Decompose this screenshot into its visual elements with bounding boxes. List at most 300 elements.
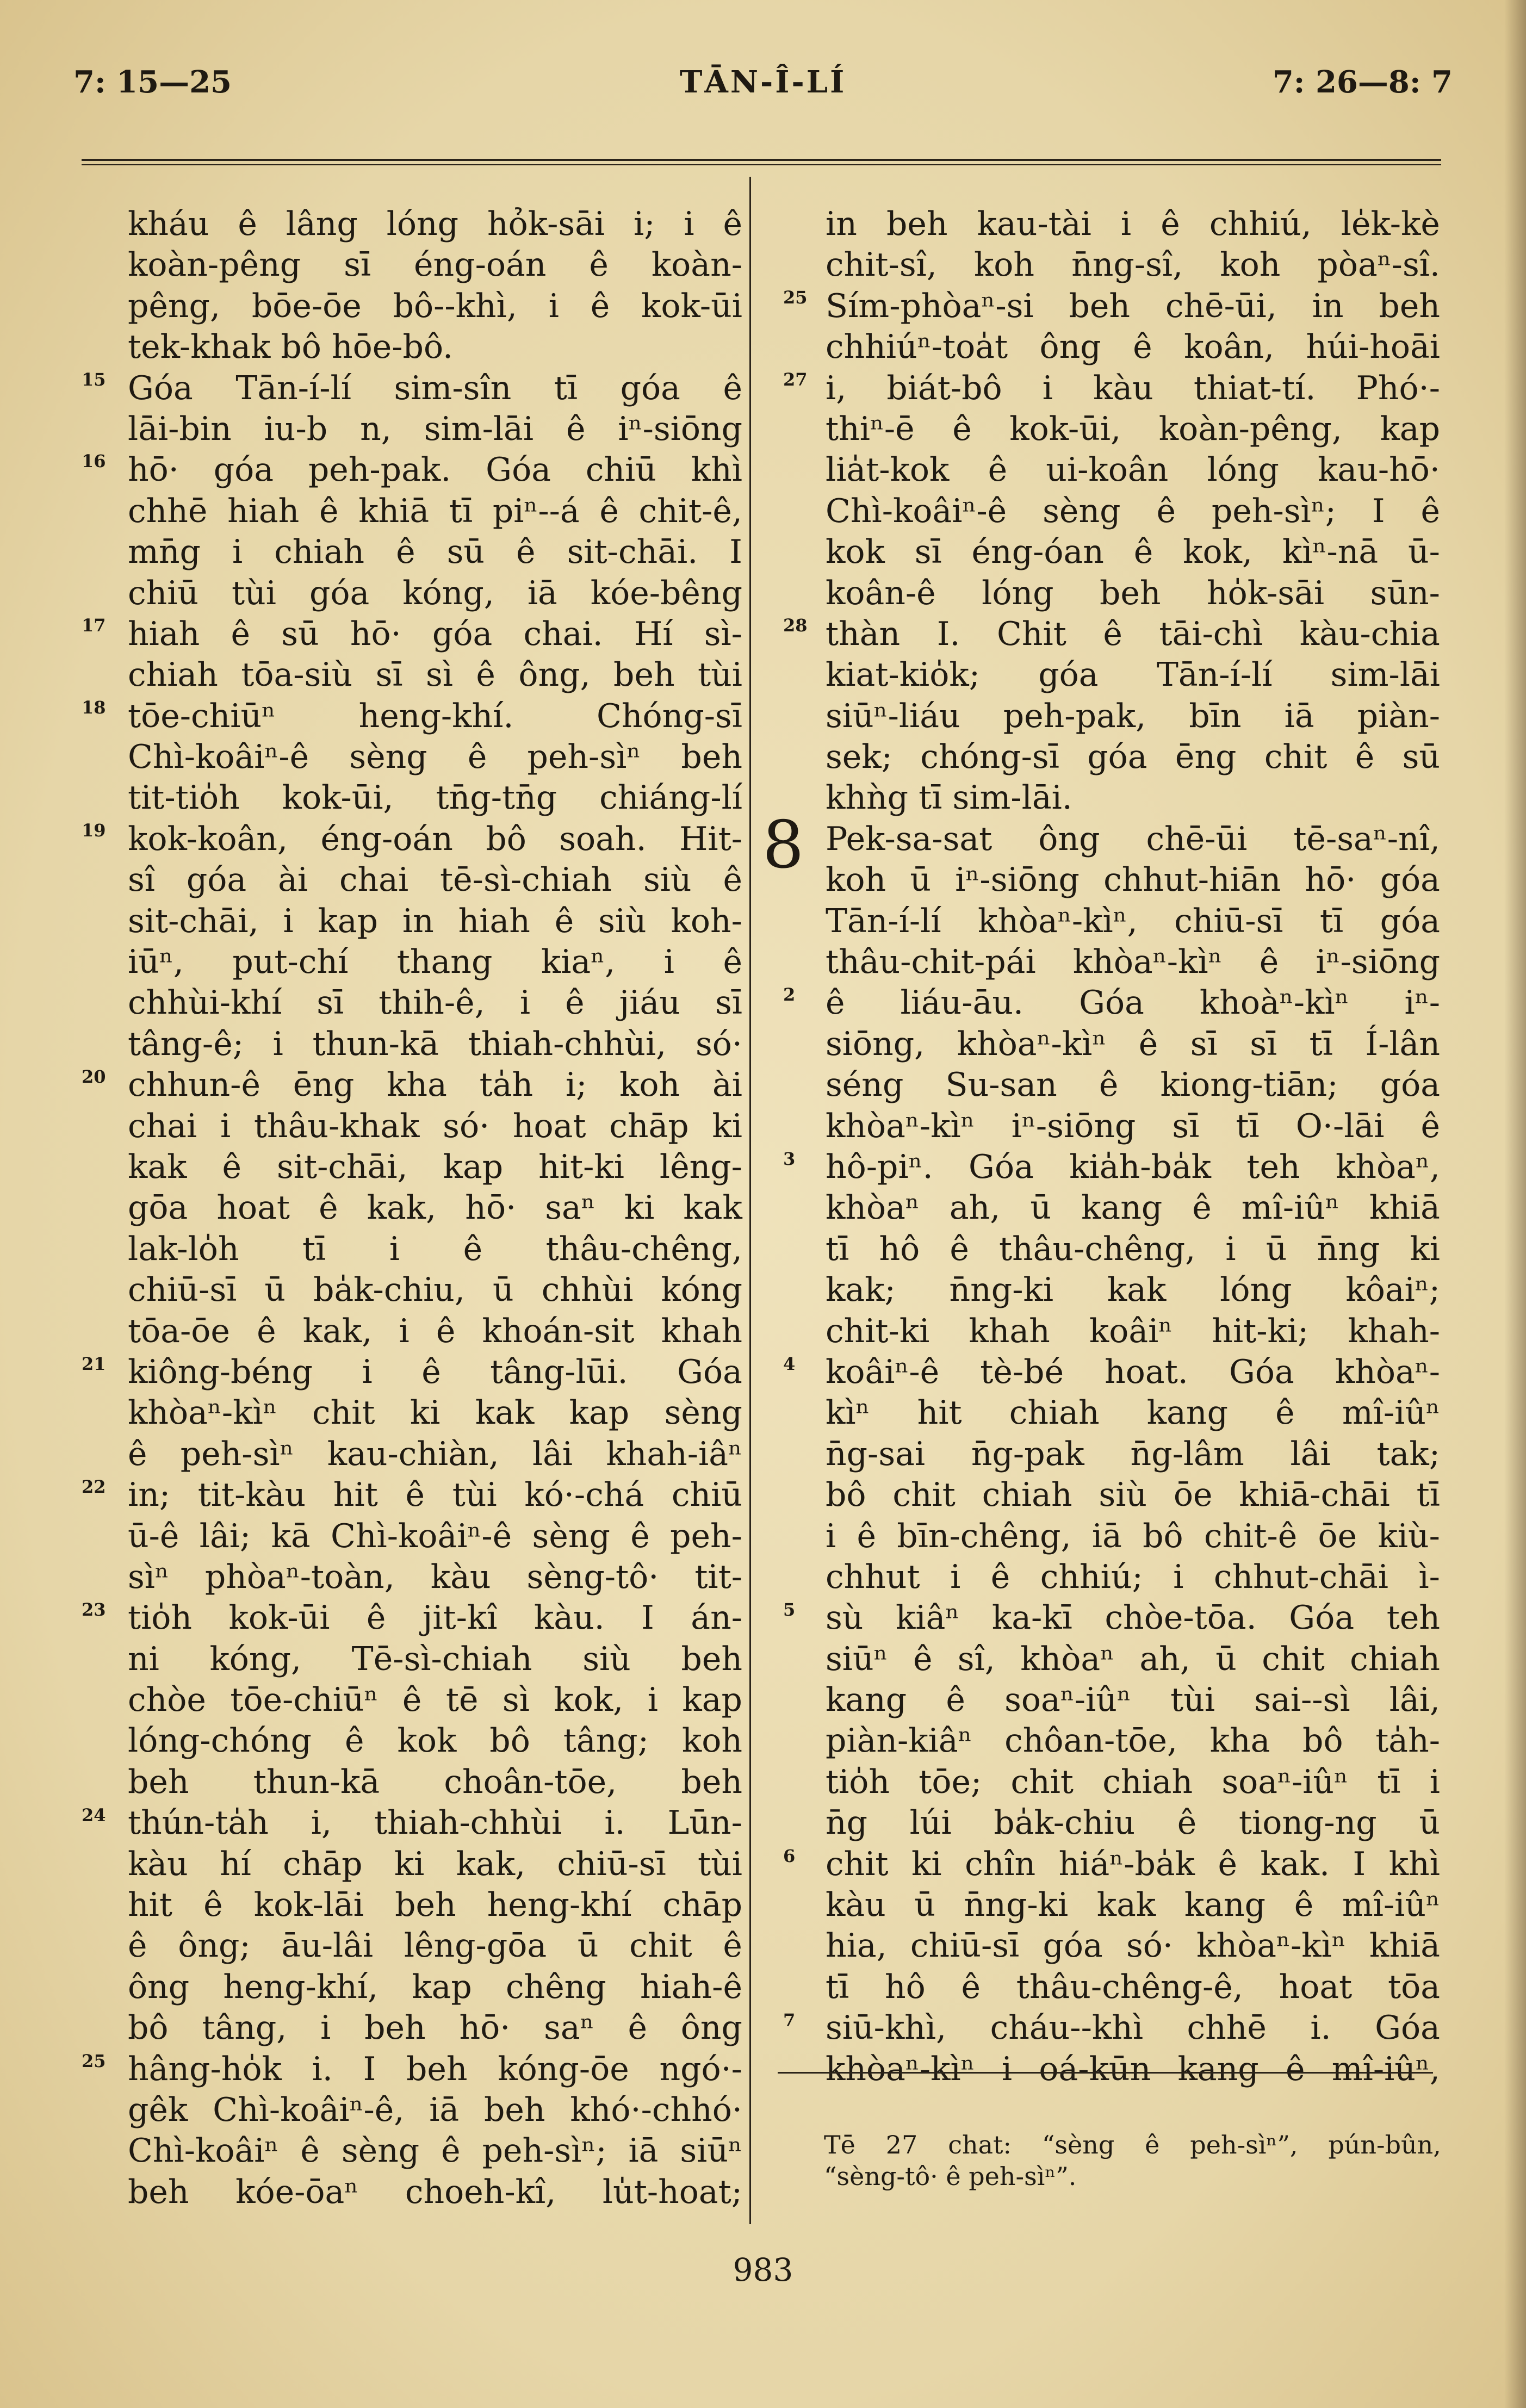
- word: ê: [723, 1927, 742, 1965]
- text-line: [826, 286, 1440, 327]
- verse-number: 24: [82, 1805, 106, 1826]
- word: siōng,: [826, 1025, 925, 1063]
- word: hiah-ê: [640, 1968, 742, 2006]
- word: tit-: [694, 1557, 742, 1596]
- word: tùi: [698, 1845, 742, 1883]
- word: thâu-chêng,: [998, 1230, 1196, 1268]
- word: thâu-chêng-ê,: [1016, 1968, 1243, 2006]
- word: ngó·-: [659, 2050, 742, 2088]
- text-line: [826, 532, 1440, 573]
- word: ê: [565, 984, 585, 1022]
- text-line: [826, 737, 1440, 778]
- word: chiū-sī: [557, 1845, 666, 1883]
- word: ài: [712, 1066, 742, 1104]
- text-line: [826, 1024, 1440, 1065]
- word: tī: [1377, 1762, 1401, 1801]
- word: chhut-chāi: [1213, 1557, 1388, 1596]
- word: sī: [344, 246, 371, 284]
- word: hoat: [216, 1189, 290, 1227]
- word: i;: [634, 205, 655, 243]
- word: chit: [1262, 1640, 1325, 1678]
- word: sìⁿ: [128, 1557, 169, 1596]
- word: hit: [333, 1476, 378, 1515]
- running-header: [0, 64, 1526, 113]
- text-line: [128, 737, 742, 778]
- word: peh-sìⁿ: [527, 738, 641, 777]
- word: ê: [554, 902, 574, 940]
- word: sim-sîn: [394, 369, 512, 407]
- word: siūⁿ-liáu: [826, 697, 960, 735]
- word: tùi: [698, 656, 742, 694]
- word: ê: [402, 1681, 422, 1720]
- word: ki: [712, 1107, 742, 1145]
- word: sî,: [957, 1640, 995, 1678]
- verse-number: 18: [82, 697, 106, 718]
- text-line: [128, 1885, 742, 1926]
- text-line: [128, 1229, 742, 1270]
- word: kang: [1146, 1394, 1228, 1432]
- word: thiah-chhùi: [374, 1804, 562, 1842]
- word: liáu-āu.: [900, 984, 1024, 1022]
- text-line: [128, 1926, 742, 1966]
- word: chit-ki: [826, 1312, 930, 1350]
- text-line: [128, 1680, 742, 1721]
- left-column: [128, 204, 742, 2213]
- word: ê: [467, 738, 487, 777]
- text-line: [128, 573, 742, 614]
- text-line: [826, 1680, 1440, 1721]
- text-line: [826, 1475, 1440, 1516]
- word: ê: [599, 492, 619, 530]
- word: khòaⁿ-kìⁿ: [826, 1107, 975, 1145]
- text-line: [128, 942, 742, 983]
- text-line: [128, 491, 742, 532]
- word: pún-bûn,: [1328, 2130, 1441, 2159]
- word: ông: [1038, 820, 1100, 858]
- text-line: khǹg tī sim-lāi.: [826, 779, 1072, 817]
- word: siù: [598, 902, 647, 940]
- word: siù: [1099, 1476, 1147, 1515]
- word: i: [1429, 1762, 1440, 1801]
- word: āu-lâi: [281, 1927, 374, 1965]
- word: sù: [826, 1599, 864, 1637]
- text-line: [128, 368, 742, 409]
- word: khoàⁿ-kìⁿ: [1199, 984, 1349, 1022]
- text-line: [128, 1311, 742, 1352]
- word: peh-sìⁿ: [180, 1435, 294, 1473]
- word: i: [283, 902, 294, 940]
- word: Tān-í-lí: [235, 369, 351, 407]
- text-line: [826, 1967, 1440, 2008]
- word: chhùi: [541, 1271, 634, 1309]
- word: chhùi-khí: [128, 984, 282, 1022]
- word: iⁿ-siōng: [1011, 1107, 1136, 1145]
- word: ê: [396, 533, 415, 572]
- text-line: [826, 409, 1440, 450]
- word: Phó·-: [1356, 369, 1440, 407]
- word: chai.: [523, 615, 603, 653]
- word: sèng: [349, 738, 427, 777]
- word: kàu: [128, 1845, 188, 1883]
- word: chhut-hiān: [1103, 861, 1281, 899]
- word: chiah: [274, 533, 365, 572]
- word: chhē: [128, 492, 208, 530]
- text-line: [826, 1516, 1440, 1557]
- word: piàn-kiâⁿ: [826, 1722, 972, 1760]
- word: ông: [128, 1968, 190, 2006]
- text-line: [826, 1434, 1440, 1475]
- word: bô--khì,: [393, 287, 517, 325]
- word: sèng: [664, 1394, 742, 1432]
- word: tn̄g-tn̄g: [436, 779, 557, 817]
- word: I.: [936, 615, 960, 653]
- word: i: [232, 533, 243, 572]
- word: ê: [1218, 1845, 1237, 1883]
- word: n̄ng-ki: [949, 1271, 1054, 1309]
- word: ê: [441, 2132, 461, 2170]
- word: mn̄g: [128, 533, 201, 572]
- word: ê: [723, 205, 742, 243]
- word: O·-lāi: [1295, 1107, 1385, 1145]
- word: kàu-chia: [1299, 615, 1440, 653]
- verse-number: 2: [783, 984, 796, 1005]
- word: ê: [436, 1312, 456, 1350]
- word: bô: [128, 2009, 169, 2047]
- word: lóng: [982, 574, 1054, 612]
- word: ê: [319, 1189, 338, 1227]
- word: beh: [681, 1640, 742, 1678]
- word: ka-kī: [991, 1599, 1072, 1637]
- word: ki: [911, 1845, 942, 1883]
- word: ê: [990, 1557, 1010, 1596]
- word: heng-khí.: [358, 697, 514, 735]
- word: ê: [952, 409, 972, 448]
- word: bô: [1302, 1722, 1343, 1760]
- word: kiat-kio̍k;: [826, 656, 980, 694]
- verse-number: 21: [82, 1354, 106, 1374]
- word: lâi: [532, 1435, 573, 1473]
- word: thún-ta̍h: [128, 1804, 269, 1842]
- word: Góa: [1229, 1352, 1294, 1391]
- word: i: [826, 1517, 836, 1555]
- word: kiong-tiān;: [1160, 1066, 1338, 1104]
- verse-number: 19: [82, 820, 106, 841]
- word: koân-ê: [826, 574, 936, 612]
- word: I: [363, 2050, 376, 2088]
- word: soaⁿ-iûⁿ: [1004, 1681, 1131, 1720]
- word: n̄g: [826, 1804, 868, 1842]
- word: beh: [1379, 287, 1440, 325]
- word: i.: [604, 1804, 625, 1842]
- word: Góa: [969, 1147, 1034, 1186]
- word: chit: [826, 1845, 889, 1883]
- word: thàn: [826, 615, 901, 653]
- word: n̄g-sai: [826, 1435, 926, 1473]
- word: le̍k-kè: [1341, 205, 1440, 243]
- text-line: [128, 286, 742, 327]
- word: hit: [128, 1886, 172, 1925]
- word: ê: [913, 1640, 933, 1678]
- word: chiah: [1102, 1762, 1193, 1801]
- word: piⁿ--á: [492, 492, 580, 530]
- word: gōa: [128, 1189, 188, 1227]
- text-line: [128, 1475, 742, 1516]
- word: tâng-lūi.: [490, 1352, 628, 1391]
- word: kau-chiàn,: [327, 1435, 499, 1473]
- word: sim-lāi: [424, 409, 534, 448]
- word: thun-kā: [253, 1762, 380, 1801]
- word: chē-ūi,: [1165, 287, 1277, 325]
- word: peh-pak,: [1003, 697, 1146, 735]
- word: i: [1042, 369, 1053, 407]
- word: iⁿ-siōng: [955, 861, 1080, 899]
- word: tè-bé: [980, 1352, 1064, 1391]
- word: hiah: [227, 492, 300, 530]
- word: ōe: [1318, 1517, 1357, 1555]
- word: beh: [1100, 574, 1161, 612]
- word: Chì-koâiⁿ: [128, 2132, 279, 2170]
- word: kok-ūi,: [1009, 409, 1121, 448]
- verse-number: 17: [82, 615, 106, 636]
- word: sī: [1190, 1025, 1218, 1063]
- word: kìⁿ: [826, 1394, 870, 1432]
- word: séng: [826, 1066, 904, 1104]
- word: sì-: [704, 615, 742, 653]
- word: n̄ng-sî,: [1071, 246, 1183, 284]
- word: ū: [1030, 1189, 1052, 1227]
- word: góa: [213, 451, 274, 489]
- word: khó·-chhó·: [570, 2090, 742, 2129]
- word: choeh-kî,: [405, 2173, 556, 2211]
- word: beh: [364, 2009, 426, 2047]
- word: kak: [1096, 1886, 1156, 1925]
- text-line: [826, 819, 1440, 860]
- word: kok-koân,: [128, 820, 288, 858]
- word: éng-óan: [971, 533, 1104, 572]
- word: chòe-tōa.: [1105, 1599, 1257, 1637]
- word: khòaⁿ: [1020, 1640, 1115, 1678]
- word: chiáng-lí: [599, 779, 742, 817]
- word: kap: [569, 1394, 630, 1432]
- text-line: [128, 1270, 742, 1311]
- word: sèng-tô·: [526, 1557, 659, 1596]
- text-line: [826, 1557, 1440, 1598]
- word: ê: [630, 1517, 650, 1555]
- word: hia,: [826, 1927, 887, 1965]
- word: i: [399, 1312, 410, 1350]
- text-line: [128, 1762, 742, 1803]
- word: ê: [950, 1230, 969, 1268]
- text-line: [128, 696, 742, 737]
- word: i.: [312, 2050, 333, 2088]
- text-line: [128, 2049, 742, 2090]
- word: Chóng-sī: [597, 697, 742, 735]
- word: iā: [429, 2090, 460, 2129]
- text-line: [826, 2049, 1440, 2090]
- word: i: [389, 1230, 400, 1268]
- word: ê: [628, 2009, 647, 2047]
- word: n,: [360, 409, 392, 448]
- word: iu-b: [264, 409, 328, 448]
- word: n̄g-lâm: [1130, 1435, 1244, 1473]
- word: Tān-í-lí: [1156, 656, 1273, 694]
- word: sī: [1172, 1107, 1200, 1145]
- word: bô: [1143, 1517, 1183, 1555]
- word: só·: [1126, 1927, 1173, 1965]
- word: kok-ūi: [228, 1599, 330, 1637]
- word: kha: [1209, 1722, 1270, 1760]
- text-line: [128, 1147, 742, 1188]
- word: ê: [1420, 492, 1440, 530]
- word: ū: [264, 1271, 286, 1309]
- word: kak: [1107, 1271, 1167, 1309]
- word: tit-tio̍h: [128, 779, 240, 817]
- word: siūⁿ: [680, 2132, 742, 2170]
- word: án-: [691, 1599, 742, 1637]
- word: ê: [1294, 1886, 1314, 1925]
- word: ông,: [518, 656, 591, 694]
- word: chiū-sī: [910, 1927, 1020, 1965]
- word: kak,: [456, 1845, 526, 1883]
- word: hoat: [1279, 1968, 1353, 2006]
- text-line: [128, 1557, 742, 1598]
- word: khiā: [358, 492, 430, 530]
- word: kóe-bêng: [590, 574, 742, 612]
- word: ê: [566, 409, 586, 448]
- word: ê: [857, 1517, 876, 1555]
- word: beh: [886, 205, 948, 243]
- word: koh-: [671, 902, 742, 940]
- word: khòaⁿ-kìⁿ: [128, 1394, 277, 1432]
- word: chiū-sī: [128, 1271, 237, 1309]
- word: góa: [1380, 902, 1440, 940]
- word: chiū: [128, 574, 199, 612]
- verse-number: 22: [82, 1476, 106, 1497]
- word: kok-ūi,: [282, 779, 394, 817]
- word: kak: [475, 1394, 535, 1432]
- word: kiông-béng: [128, 1352, 313, 1391]
- text-line: [128, 614, 742, 655]
- word: iⁿ-: [1404, 984, 1440, 1022]
- word: chiū-sī: [1174, 902, 1283, 940]
- word: iⁿ-siōng: [1316, 943, 1440, 982]
- header-right-reference: 7: 26—8: 7: [1272, 64, 1453, 100]
- word: sit-chāi.: [567, 533, 698, 572]
- footnote-line: “sèng-tô· ê peh-sìⁿ”.: [824, 2162, 1077, 2191]
- word: tit-kàu: [197, 1476, 306, 1515]
- text-line: [826, 1885, 1440, 1926]
- word: 27: [885, 2130, 918, 2159]
- word: Chì-koâiⁿ-ê: [128, 738, 309, 777]
- word: kau-hō·: [1318, 451, 1440, 489]
- word: khah: [661, 1312, 742, 1350]
- word: ê: [1103, 615, 1122, 653]
- word: siù: [582, 1640, 631, 1678]
- word: mî-iûⁿ: [1342, 1394, 1440, 1432]
- text-line: [826, 1762, 1440, 1803]
- text-line: [826, 491, 1440, 532]
- word: tī: [302, 1230, 326, 1268]
- word: in;: [128, 1476, 171, 1515]
- word: beh: [1069, 287, 1131, 325]
- word: I: [1353, 1845, 1366, 1883]
- word: kap: [682, 1681, 742, 1720]
- text-line: [826, 1147, 1440, 1188]
- word: chhē: [1187, 2009, 1267, 2047]
- text-line: [128, 860, 742, 901]
- word: chiah: [1009, 1394, 1100, 1432]
- text-line: [128, 1721, 742, 1761]
- word: ū: [910, 861, 932, 899]
- verse-number: 6: [783, 1846, 796, 1866]
- word: kóng,: [209, 1640, 302, 1678]
- word: tâng,: [202, 2009, 287, 2047]
- verse-number: 23: [82, 1599, 106, 1620]
- word: kìⁿ-nā: [1282, 533, 1379, 572]
- word: chit: [629, 1927, 692, 1965]
- word: sū: [446, 533, 485, 572]
- word: bīn-chêng,: [897, 1517, 1071, 1555]
- word: tùi: [232, 574, 276, 612]
- word: kiù-: [1378, 1517, 1440, 1555]
- word: tak;: [1376, 1435, 1440, 1473]
- word: ê: [300, 2132, 320, 2170]
- text-line: [128, 983, 742, 1023]
- word: khah-iâⁿ: [606, 1435, 742, 1473]
- word: ê: [222, 1147, 241, 1186]
- text-line: [826, 2008, 1440, 2049]
- word: sèng: [1043, 492, 1121, 530]
- text-line: [826, 1352, 1440, 1393]
- word: ê: [405, 1476, 425, 1515]
- word: bô: [826, 1476, 866, 1515]
- word: kó·-chá: [524, 1476, 644, 1515]
- word: koh: [973, 246, 1035, 284]
- word: chiah: [1350, 1640, 1440, 1678]
- word: beh: [128, 2173, 189, 2211]
- word: i: [1001, 2050, 1013, 2088]
- text-line: [128, 1434, 742, 1475]
- word: lâng: [286, 205, 358, 243]
- text-line: [128, 1844, 742, 1885]
- word: thiⁿ-ē: [826, 409, 915, 448]
- word: i: [684, 205, 694, 243]
- word: ông: [680, 2009, 742, 2047]
- text-line: [128, 1803, 742, 1844]
- word: ê: [1355, 738, 1375, 777]
- word: choân-tōe,: [444, 1762, 617, 1801]
- word: Góa: [486, 451, 551, 489]
- text-line: [826, 901, 1440, 942]
- text-line: [128, 245, 742, 286]
- text-line: [128, 2172, 742, 2213]
- word: só·: [443, 1107, 490, 1145]
- word: khòaⁿ,: [1336, 1147, 1440, 1186]
- word: ni: [128, 1640, 159, 1678]
- word: Chit: [996, 615, 1066, 653]
- word: chē-ūi: [1146, 820, 1248, 858]
- text-line: [128, 1188, 742, 1228]
- word: tōe-chiūⁿ: [128, 697, 276, 735]
- text-line: [128, 1516, 742, 1557]
- word: ū-ê: [128, 1517, 179, 1555]
- word: ki: [624, 1189, 655, 1227]
- word: teh: [1386, 1599, 1440, 1637]
- word: lóng: [1207, 451, 1279, 489]
- word: ū: [1419, 1804, 1440, 1842]
- word: kang: [826, 1681, 907, 1720]
- word: chôan-tōe,: [1004, 1722, 1178, 1760]
